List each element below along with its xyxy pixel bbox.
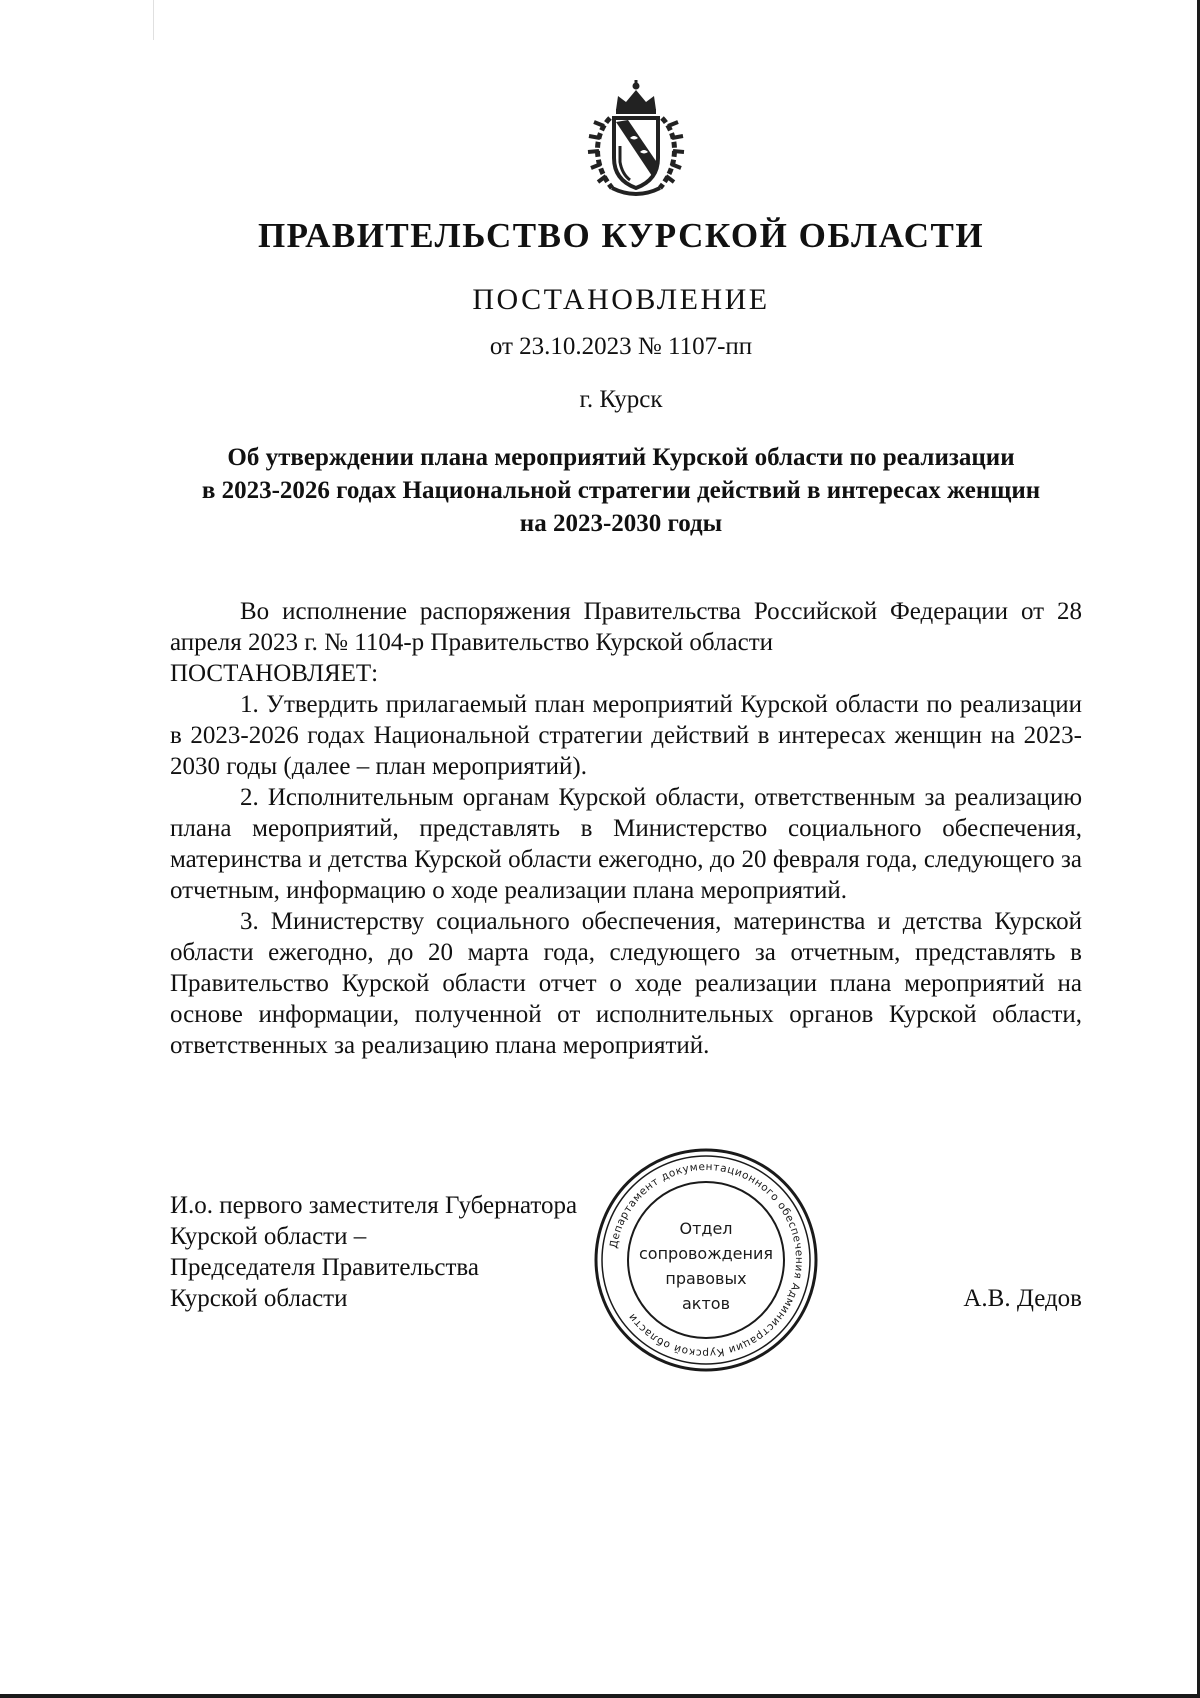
signer-name: А.В. Дедов xyxy=(963,1285,1082,1312)
item-3-paragraph: 3. Министерству социального обеспечения, материнства и детства Курской области ежегодно, до 20 марта года, следующего за отчетным, представлять в Правительство Курской области отчет о ходе реализации плана мероприятий на основе информации, полученной от исполнительных органов Курской области, ответственных за реализацию плана мероприятий. xyxy=(170,908,1082,1059)
document-city: г. Курск xyxy=(579,386,663,413)
stamp-star-icon xyxy=(703,1373,709,1374)
document-type: ПОСТАНОВЛЕНИЕ xyxy=(472,283,770,316)
document-date-number: от 23.10.2023 № 1107-пп xyxy=(489,333,753,360)
signer-title xyxy=(170,1190,630,1314)
stamp-center-line: сопровождения xyxy=(638,1244,774,1263)
stamp-center-line: Отдел xyxy=(679,1219,733,1238)
stamp-ring-text: Департамент документационного обеспечения Администрации Курской области xyxy=(607,1160,806,1360)
scan-artifact xyxy=(153,0,154,40)
item-1-paragraph: 1. Утвердить прилагаемый план мероприятий Курской области по реализации в 2023-2026 годах Национальной стратегии действий в интересах женщин на 2023-2030 годы (далее – план мероприятий). xyxy=(170,691,1082,780)
signer-title-line: Председателя Правительства xyxy=(170,1254,479,1281)
preamble-paragraph: Во исполнение распоряжения Правительства Российской Федерации от 28 апреля 2023 г. № 1104-р Правительство Курской области xyxy=(170,598,1082,656)
subject-line: на 2023-2030 годы xyxy=(519,510,723,537)
subject-line: в 2023-2026 годах Национальной стратегии действий в интересах женщин xyxy=(201,477,1041,504)
government-title: ПРАВИТЕЛЬСТВО КУРСКОЙ ОБЛАСТИ xyxy=(257,216,985,255)
official-stamp xyxy=(592,1146,820,1374)
document-body xyxy=(170,596,1082,1061)
stamp-center-line: актов xyxy=(681,1294,731,1313)
scan-edge-bottom xyxy=(0,1694,1200,1698)
decree-word: ПОСТАНОВЛЯЕТ: xyxy=(170,660,379,687)
signer-title-line: И.о. первого заместителя Губернатора xyxy=(170,1192,578,1219)
signer-title-line: Курской области – xyxy=(170,1223,367,1250)
coat-of-arms-icon xyxy=(572,76,700,204)
item-2-paragraph: 2. Исполнительным органам Курской области, ответственным за реализацию плана мероприятий, представлять в Министерство социального обеспечения, материнства и детства Курской области ежегодно, до 20 февраля года, следующего за отчетным, информацию о ходе реализации плана мероприятий. xyxy=(170,784,1082,904)
subject-line: Об утверждении плана мероприятий Курской области по реализации xyxy=(227,444,1015,471)
signer-title-line: Курской области xyxy=(170,1285,348,1312)
stamp-center-line: правовых xyxy=(665,1269,747,1288)
document-subject xyxy=(160,441,1082,540)
